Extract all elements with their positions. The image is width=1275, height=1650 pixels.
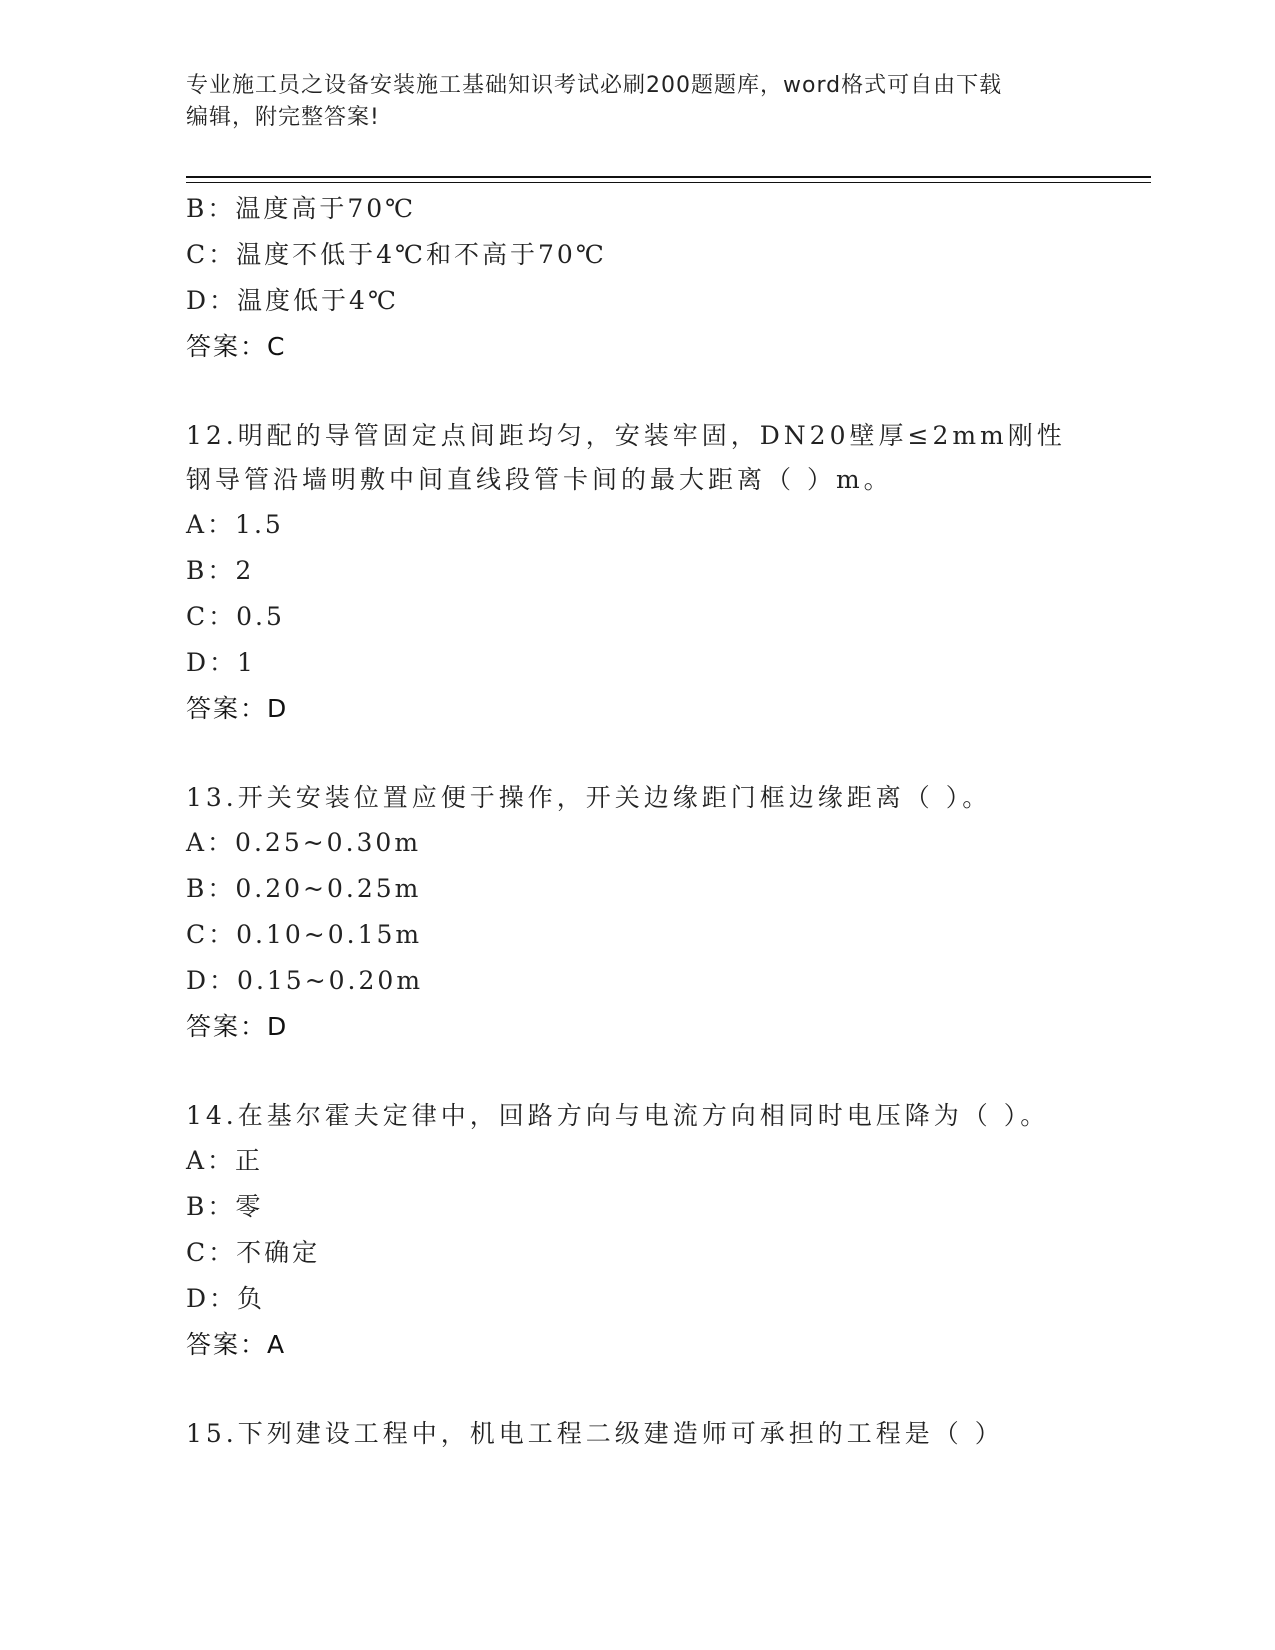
q12-option-c: C：0.5 [186,602,285,631]
document-header [186,70,1086,134]
header-line-1: 专业施工员之设备安装施工基础知识考试必刷200题题库，word格式可自由下载 [186,73,1003,98]
q14-text: 14.在基尔霍夫定律中，回路方向与电流方向相同时电压降为（ ）。 [186,1101,1050,1130]
q14-answer: 答案：A [186,1330,287,1359]
q11-option-c: C：温度不低于4℃和不高于70℃ [186,240,607,269]
header-rule-thin [186,182,1151,183]
question-15-block [186,1412,1151,1456]
q12-answer: 答案：D [186,694,289,723]
header-rule-thick [186,176,1151,178]
q13-option-b: B：0.20~0.25m [186,874,422,903]
question-13-block [186,776,1151,1050]
q14-option-c: C：不确定 [186,1238,321,1267]
question-content [186,186,1151,1456]
q12-option-d: D：1 [186,648,256,677]
q14-option-b: B：零 [186,1192,264,1221]
q11-answer: 答案：C [186,332,287,361]
q13-option-c: C：0.10~0.15m [186,920,423,949]
question-12-block [186,414,1151,732]
q14-option-d: D：负 [186,1284,266,1313]
q13-option-d: D：0.15~0.20m [186,966,424,995]
q12-option-a: A：1.5 [186,510,284,539]
q15-text: 15.下列建设工程中，机电工程二级建造师可承担的工程是（ ） [186,1419,1004,1448]
q14-option-a: A：正 [186,1146,264,1175]
header-line-2: 编辑，附完整答案! [186,105,380,130]
question-11-block [186,186,1151,370]
q13-text: 13.开关安装位置应便于操作，开关边缘距门框边缘距离（ ）。 [186,783,992,812]
question-14-block [186,1094,1151,1368]
q13-answer: 答案：D [186,1012,289,1041]
q12-text: 12.明配的导管固定点间距均匀，安装牢固，DN20壁厚≤2mm刚性钢导管沿墙明敷中间直线段管卡间的最大距离（ ）m。 [186,421,1066,494]
q11-option-d: D：温度低于4℃ [186,286,399,315]
q13-option-a: A：0.25~0.30m [186,828,422,857]
q12-option-b: B：2 [186,556,255,585]
q11-option-b: B：温度高于70℃ [186,194,417,223]
